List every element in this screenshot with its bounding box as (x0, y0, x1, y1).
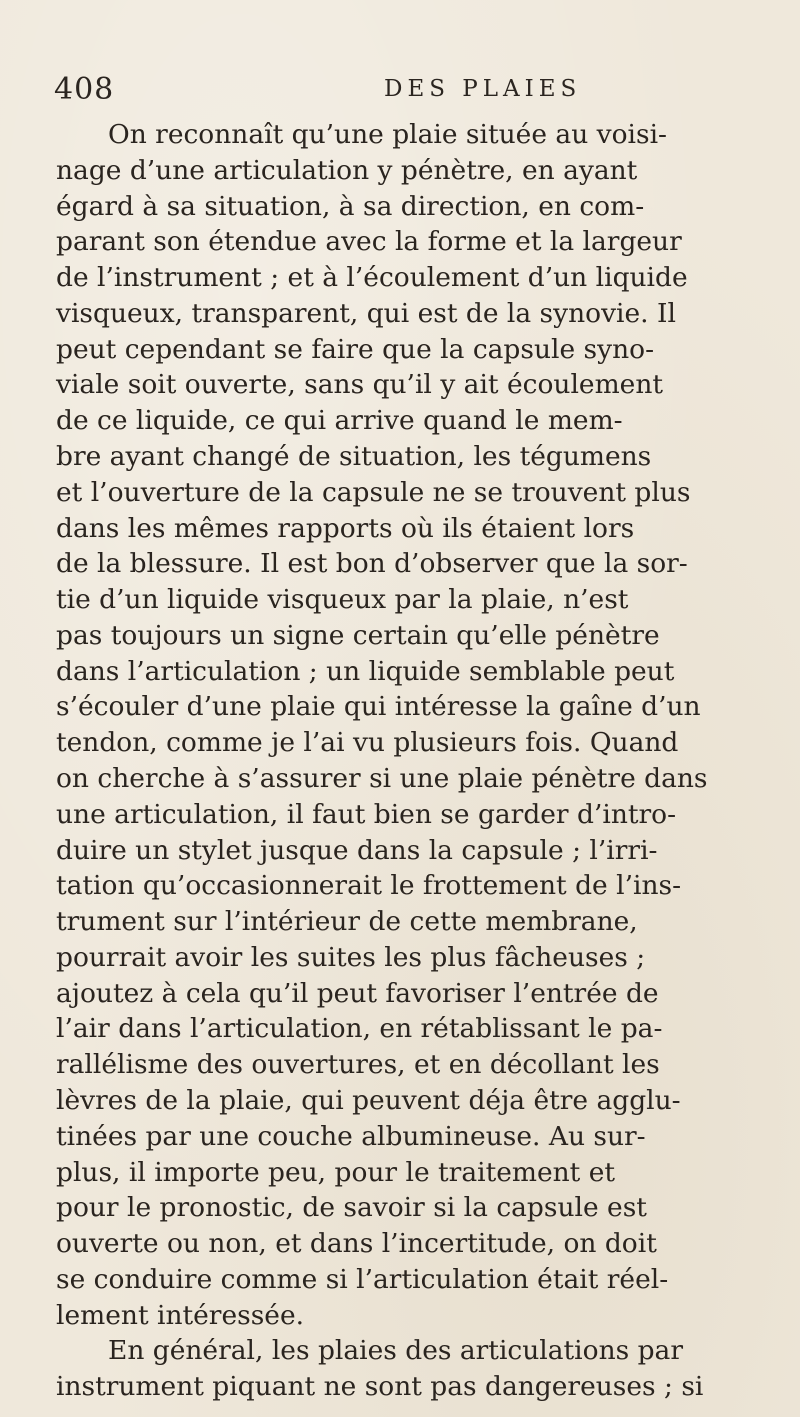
text-line: peut cependant se faire que la capsule syno- (56, 333, 655, 365)
text-line: parant son étendue avec la forme et la largeur (56, 226, 682, 258)
text-line: dans l’articulation ; un liquide semblable peut (56, 655, 675, 687)
text-line: tinées par une couche albumineuse. Au sur- (56, 1120, 646, 1152)
text-line: tendon, comme je l’ai vu plusieurs fois. Quand (56, 727, 679, 759)
text-line: trument sur l’intérieur de cette membrane, (56, 906, 638, 938)
text-line: pourrait avoir les suites les plus fâcheuses ; (56, 941, 646, 973)
text-line: instrument piquant ne sont pas dangereuses ; si (56, 1371, 704, 1403)
page-number: 408 (54, 72, 115, 107)
text-line: de ce liquide, ce qui arrive quand le mem- (56, 405, 623, 437)
text-line: duire un stylet jusque dans la capsule ; l’irri- (56, 834, 658, 866)
text-line: viale soit ouverte, sans qu’il y ait écoulement (56, 369, 664, 401)
text-line: pour le pronostic, de savoir si la capsule est (56, 1192, 647, 1224)
text-line: plus, il importe peu, pour le traitement et (56, 1156, 616, 1188)
text-line: ouverte ou non, et dans l’incertitude, on doit (56, 1228, 657, 1260)
text-line: En général, les plaies des articulations par (108, 1335, 683, 1367)
text-line: dans les mêmes rapports où ils étaient lors (56, 512, 635, 544)
text-line: on cherche à s’assurer si une plaie pénètre dans (56, 763, 708, 794)
text-line: nage d’une articulation y pénètre, en ayant (56, 154, 638, 186)
text-line: l’air dans l’articulation, en rétablissant le pa- (56, 1013, 663, 1045)
text-line: tation qu’occasionnerait le frottement de l’ins- (56, 870, 682, 902)
text-line: visqueux, transparent, qui est de la synovie. Il (56, 297, 676, 329)
text-line: rallélisme des ouvertures, et en décollant les (56, 1049, 660, 1081)
text-line: lement intéressée. (56, 1299, 305, 1331)
text-line: se conduire comme si l’articulation était réel- (56, 1263, 669, 1295)
text-line: lèvres de la plaie, qui peuvent déja être agglu- (56, 1085, 681, 1116)
text-line: pas toujours un signe certain qu’elle pénètre (56, 619, 660, 651)
text-line: s’écouler d’une plaie qui intéresse la gaîne d’un (56, 691, 701, 723)
text-line: bre ayant changé de situation, les tégumens (56, 441, 652, 472)
text-line: ajoutez à cela qu’il peut favoriser l’entrée de (56, 977, 659, 1009)
text-line: et l’ouverture de la capsule ne se trouvent plus (56, 476, 691, 508)
text-line: de la blessure. Il est bon d’observer que la sor- (56, 548, 688, 580)
text-line: égard à sa situation, à sa direction, en com- (56, 190, 645, 222)
text-line: une articulation, il faut bien se garder d’intro- (56, 798, 677, 830)
text-line: de l’instrument ; et à l’écoulement d’un liquide (56, 262, 688, 294)
running-head: DES PLAIES (384, 76, 582, 102)
text-line: On reconnaît qu’une plaie située au voisi- (108, 119, 667, 150)
text-line: tie d’un liquide visqueux par la plaie, n’est (56, 584, 629, 616)
